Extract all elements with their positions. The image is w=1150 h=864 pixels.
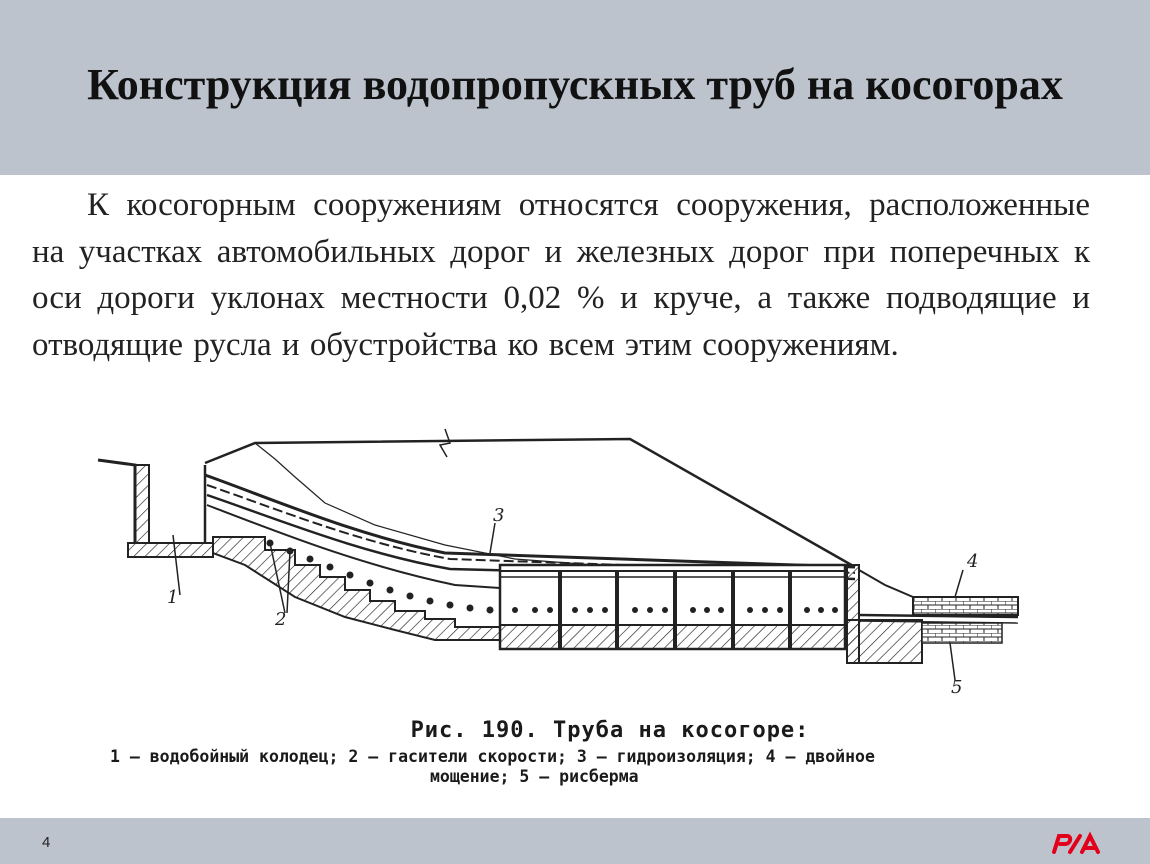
caption-legend-line2: мощение; 5 — рисберма bbox=[430, 767, 639, 786]
label-1: 1 bbox=[167, 587, 179, 608]
footer-band bbox=[0, 818, 1150, 864]
caption-legend bbox=[110, 747, 1040, 787]
page-number: 4 bbox=[42, 834, 51, 851]
caption-legend-line1: 1 — водобойный колодец; 2 — гасители скорости; 3 — гидроизоляция; 4 — двойное bbox=[110, 747, 875, 766]
rzd-logo bbox=[1050, 828, 1106, 856]
label-4: 4 bbox=[967, 551, 979, 572]
embankment bbox=[205, 429, 855, 567]
body-paragraph: К косогорным сооружениям относятся сооружения, расположенные на участках автомобильных дорог и железных дорог при поперечных к оси дороги уклонах местности 0,02 % и круче, а также подводящие и отводящие русла и обустройства ко всем этим сооружениям. bbox=[32, 187, 1090, 363]
label-5: 5 bbox=[951, 677, 963, 698]
outlet-headwall bbox=[847, 565, 922, 663]
pipe-sections bbox=[500, 565, 845, 649]
figure-caption bbox=[110, 718, 1040, 787]
label-2: 2 bbox=[275, 609, 287, 630]
stilling-well bbox=[98, 460, 213, 557]
culvert-figure bbox=[95, 425, 1035, 715]
label-3: 3 bbox=[493, 505, 505, 526]
caption-title: Рис. 190. Труба на косогоре: bbox=[410, 718, 810, 743]
slide-title: Конструкция водопропускных труб на косогорах bbox=[87, 60, 1063, 109]
